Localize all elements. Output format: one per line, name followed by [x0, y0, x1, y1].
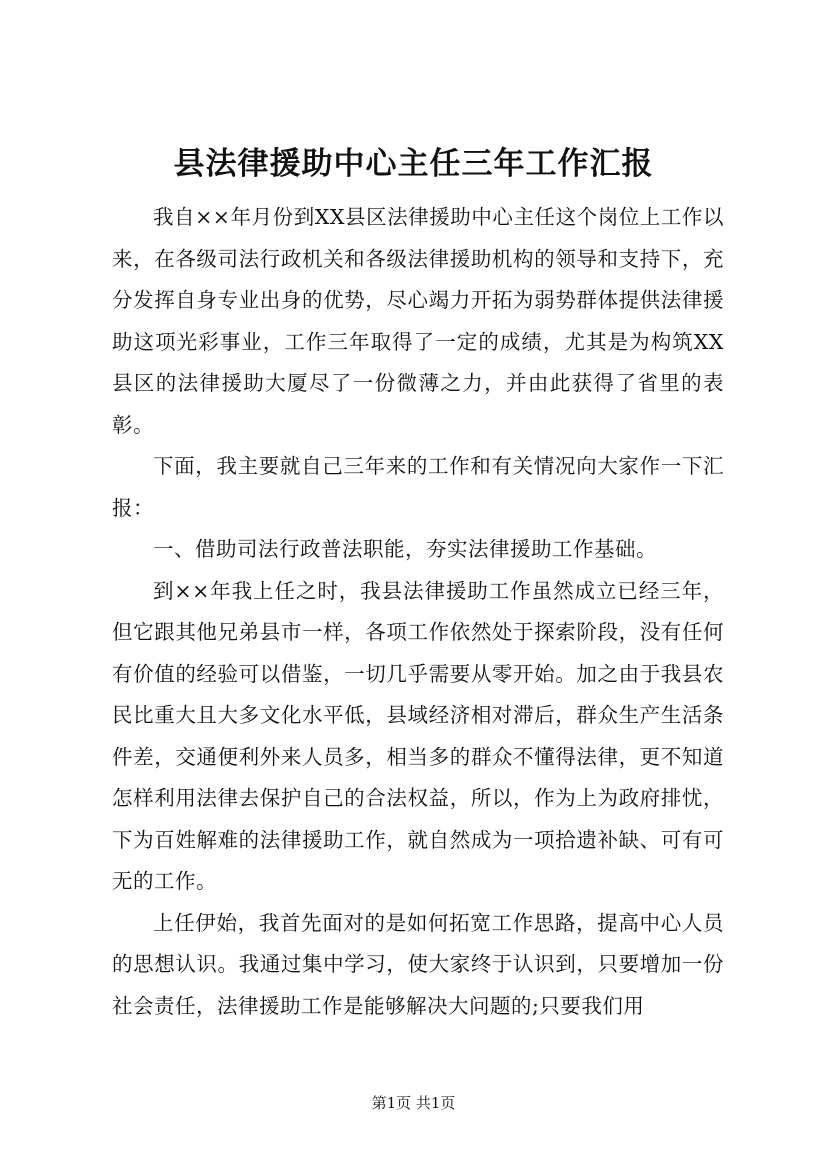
page-footer: 第1页 共1页: [371, 1094, 456, 1112]
paragraph-background: 到××年我上任之时，我县法律援助工作虽然成立已经三年，但它跟其他兄弟县市一样，各项工作依然处于探索阶段，没有任何有价值的经验可以借鉴，一切几乎需要从零开始。加之由于我县农民比重大且大多文化水平低，县域经济相对滞后，群众生产生活条件差，交通便利外来人员多，相当多的群众不懂得法律，更不知道怎样利用法律去保护自己的合法权益，所以，作为上为政府排忧，下为百姓解难的法律援助工作，就自然成为一项拾遗补缺、可有可无的工作。: [112, 578, 724, 893]
paragraph-initial-work: 上任伊始，我首先面对的是如何拓宽工作思路，提高中心人员的思想认识。我通过集中学习，使大家终于认识到，只要增加一份社会责任，法律援助工作是能够解决大问题的;只要我们用: [112, 910, 724, 1018]
document-body: [112, 197, 724, 1027]
section-heading-1: 一、借助司法行政普法职能，夯实法律援助工作基础。: [153, 537, 657, 561]
paragraph-intro: 我自××年月份到XX县区法律援助中心主任这个岗位上工作以来，在各级司法行政机关和各级法律援助机构的领导和支持下，充分发挥自身专业出身的优势，尽心竭力开拓为弱势群体提供法律援助这项光彩事业，工作三年取得了一定的成绩，尤其是为构筑XX县区的法律援助大厦尽了一份微薄之力，并由此获得了省里的表彰。: [112, 205, 724, 437]
document-title: 县法律援助中心主任三年工作汇报: [173, 146, 654, 182]
paragraph-report-lead: 下面，我主要就自己三年来的工作和有关情况向大家作一下汇报：: [112, 454, 724, 520]
